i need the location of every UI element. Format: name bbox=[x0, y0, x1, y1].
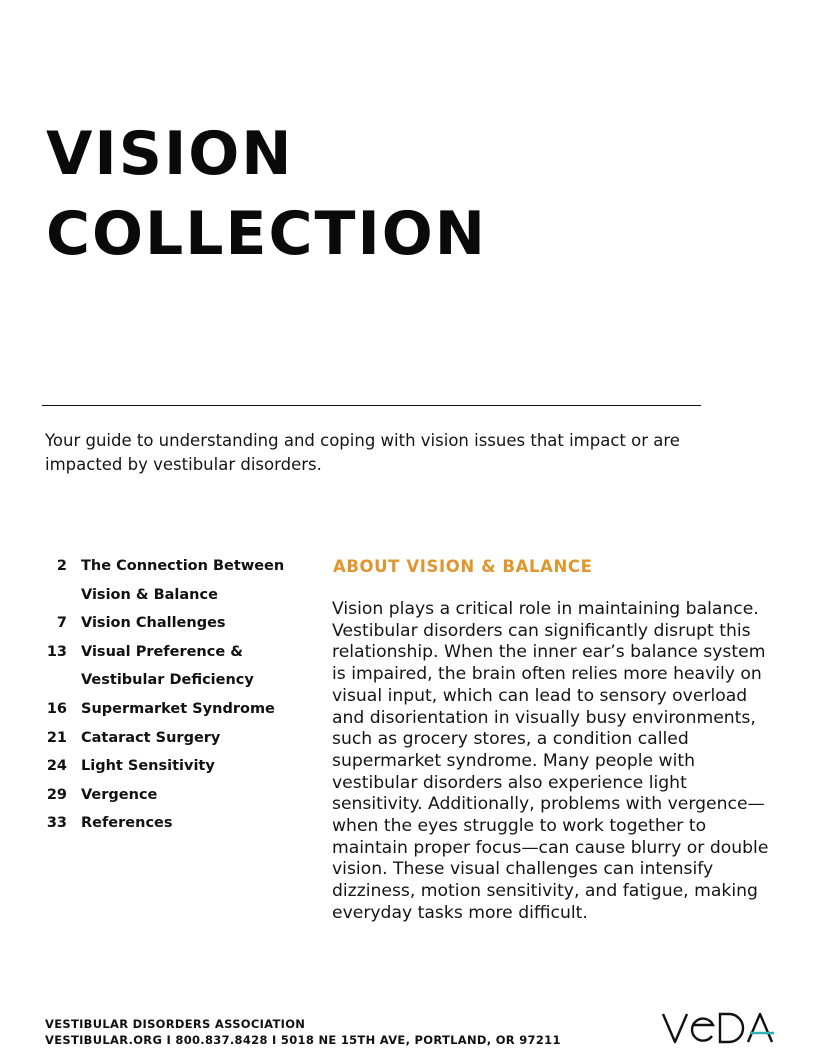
toc-item[interactable] bbox=[40, 752, 310, 781]
logo-letter-e bbox=[692, 1019, 713, 1041]
toc-label: Vergence bbox=[81, 786, 158, 803]
toc-page-number: 33 bbox=[46, 815, 67, 832]
toc-item[interactable] bbox=[40, 695, 310, 724]
toc-label: Cataract Surgery bbox=[81, 729, 221, 746]
logo-letter-a bbox=[748, 1014, 772, 1042]
title-line-1: VISION bbox=[46, 119, 294, 189]
toc-item[interactable] bbox=[40, 724, 310, 753]
footer-org: VESTIBULAR DISORDERS ASSOCIATION bbox=[45, 1017, 306, 1031]
footer-contact: VESTIBULAR.ORG I 800.837.8428 I 5018 NE 15TH AVE, PORTLAND, OR 97211 bbox=[45, 1033, 561, 1047]
toc-label: Vision Challenges bbox=[81, 615, 226, 632]
toc-item[interactable] bbox=[40, 552, 310, 609]
about-body: Vision plays a critical role in maintaining balance. Vestibular disorders can significantly disrupt this relationship. When the inner ear’s balance system is impaired, the brain often relies more heavily on visual input, which can lead to sensory overload and disorientation in visually busy environments, such as grocery stores, a condition called supermarket syndrome. Many people with vestibular disorders also experience light sensitivity. Additionally, problems with vergence—when the eyes struggle to work together to maintain proper focus—can cause blurry or double vision. These visual challenges can intensify dizziness, motion sensitivity, and fatigue, making everyday tasks more difficult. bbox=[332, 599, 769, 923]
intro-text: Your guide to understanding and coping with vision issues that impact or are impacted by vestibular disorders. bbox=[45, 431, 680, 474]
footer bbox=[45, 1016, 561, 1048]
title-line-2: COLLECTION bbox=[46, 199, 487, 269]
veda-logo bbox=[660, 1010, 776, 1046]
toc-item[interactable] bbox=[40, 638, 310, 695]
toc-page-number: 13 bbox=[46, 643, 67, 660]
toc-page-number: 24 bbox=[46, 758, 67, 775]
toc-item[interactable] bbox=[40, 809, 310, 838]
toc-page-number: 7 bbox=[56, 615, 67, 632]
toc-page-number: 2 bbox=[56, 558, 67, 574]
toc-label: The Connection Between Vision & Balance bbox=[81, 558, 285, 603]
page-title bbox=[46, 114, 487, 274]
toc-page-number: 16 bbox=[46, 700, 67, 717]
logo-letter-v bbox=[663, 1014, 687, 1042]
toc-label: References bbox=[81, 815, 173, 832]
logo-letter-d bbox=[720, 1014, 743, 1042]
toc-item[interactable] bbox=[40, 781, 310, 810]
table-of-contents bbox=[40, 552, 310, 838]
toc-item[interactable] bbox=[40, 609, 310, 638]
toc-page-number: 21 bbox=[46, 729, 67, 746]
divider bbox=[42, 405, 701, 406]
toc-label: Light Sensitivity bbox=[81, 758, 215, 775]
toc-page-number: 29 bbox=[46, 786, 67, 803]
about-heading: ABOUT VISION & BALANCE bbox=[333, 557, 593, 576]
toc-label: Supermarket Syndrome bbox=[81, 700, 275, 717]
toc-label: Visual Preference & Vestibular Deficiency bbox=[81, 643, 254, 689]
